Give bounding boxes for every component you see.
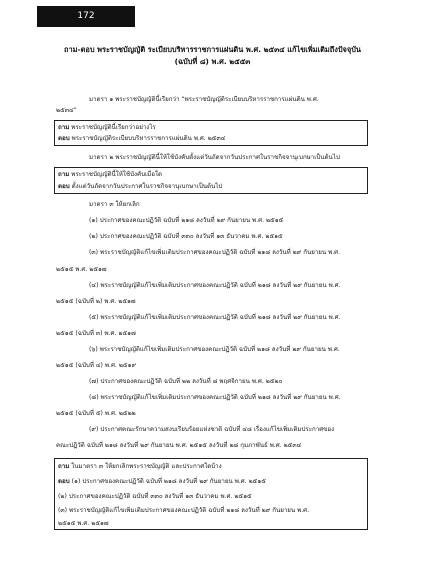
section3-line: (๘) พระราชบัญญัติแก้ไขเพิ่มเติมประกาศของคณะปฏิวัติ ฉบับที่ ๒๑๘ ลงวันที่ ๒๙ กันยายน พ.ศ. [89, 394, 341, 401]
qa-box-2 [54, 167, 368, 194]
answer-label: ตอบ [58, 135, 70, 142]
qa2-question [58, 171, 162, 179]
page-number-badge: 172 [37, 6, 135, 27]
section3-line: (๑) ประกาศของคณะปฏิวัติ ฉบับที่ ๒๑๘ ลงวันที่ ๒๙ กันยายน พ.ศ. ๒๕๑๕ [89, 217, 284, 224]
section3-line: (๖) พระราชบัญญัติแก้ไขเพิ่มเติมประกาศของคณะปฏิวัติ ฉบับที่ ๒๑๘ ลงวันที่ ๒๙ กันยายน พ.ศ. [89, 346, 340, 353]
section3-line: ๒๕๑๕ (ฉบับที่ ๒) พ.ศ. ๒๕๑๗ [56, 298, 136, 305]
qa3-question [58, 463, 222, 471]
section3-line: (๕) พระราชบัญญัติแก้ไขเพิ่มเติมประกาศของคณะปฏิวัติ ฉบับที่ ๒๑๘ ลงวันที่ ๒๙ กันยายน พ.ศ. [89, 314, 341, 321]
section1-text: มาตรา ๑ พระราชบัญญัตินี้เรียกว่า “พระราชบัญญัติระเบียบบริหารราชการแผ่นดิน พ.ศ. [89, 96, 319, 103]
section3-line: (๔) พระราชบัญญัติแก้ไขเพิ่มเติมประกาศของคณะปฏิวัติ ฉบับที่ ๒๑๘ ลงวันที่ ๒๙ กันยายน พ.ศ. [89, 282, 341, 289]
qa3-answer-line: (๓) พระราชบัญญัติแก้ไขเพิ่มเติมประกาศของคณะปฏิวัติ ฉบับที่ ๒๑๘ ลงวันที่ ๒๙ กันยายน พ.ศ. [58, 507, 310, 514]
question-label: ถาม [58, 124, 70, 131]
section3-line: (๓) พระราชบัญญัติแก้ไขเพิ่มเติมประกาศของคณะปฏิวัติ ฉบับที่ ๒๑๘ ลงวันที่ ๒๙ กันยายน พ.ศ. [89, 249, 341, 256]
answer-label: ตอบ [58, 183, 70, 190]
qa3-answer [58, 478, 266, 486]
section3-line: (๒) ประกาศของคณะปฏิวัติ ฉบับที่ ๓๓๐ ลงวันที่ ๑๓ ธันวาคม พ.ศ. ๒๕๑๕ [89, 233, 283, 240]
section3-line: ๒๕๑๕ (ฉบับที่ ๓) พ.ศ. ๒๕๑๗ [56, 330, 136, 337]
question-text: ในมาตรา ๓ ให้ยกเลิกพระราชบัญญัติ และประกาศใดบ้าง [71, 463, 222, 470]
qa3-answer-line: ๒๕๑๕ พ.ศ. ๒๕๑๗ [58, 520, 109, 527]
section3-line: (๙) ประกาศคณะรักษาความสงบเรียบร้อยแห่งชาติ ฉบับที่ ๔๘ เรื่องแก้ไขเพิ่มเติมประกาศของ [89, 426, 335, 433]
qa1-question [58, 124, 156, 132]
section3-line: ๒๕๑๕ (ฉบับที่ ๔) พ.ศ. ๒๕๑๙ [56, 362, 137, 369]
question-label: ถาม [58, 463, 70, 470]
section3-line: (๗) ประกาศของคณะปฏิวัติ ฉบับที่ ๒๒ ลงวันที่ ๘ พฤศจิกายน พ.ศ. ๒๕๒๐ [89, 378, 283, 385]
section3-line: มาตรา ๓ ให้ยกเลิก [89, 201, 140, 208]
answer-text: พระราชบัญญัติระเบียบบริหารราชการแผ่นดิน พ.ศ. ๒๕๓๔ [71, 135, 226, 142]
document-title-line2: (ฉบับที่ ๘) พ.ศ. ๒๕๕๓ [174, 57, 251, 66]
question-text: พระราชบัญญัตินี้เรียกว่าอย่างไร [71, 124, 156, 131]
answer-text: ตั้งแต่วันถัดจากวันประกาศในราชกิจจานุเบกษาเป็นต้นไป [71, 183, 223, 190]
answer-text: (๑) ประกาศของคณะปฏิวัติ ฉบับที่ ๒๑๘ ลงวันที่ ๒๙ กันยายน พ.ศ. ๒๕๑๕ [71, 478, 266, 485]
question-text: พระราชบัญญัตินี้ให้ใช้บังคับเมื่อใด [71, 171, 163, 178]
qa2-answer [58, 183, 222, 191]
qa-box-1 [54, 120, 368, 146]
section1-text-cont: ๒๕๓๔” [56, 107, 77, 114]
qa3-answer-line: (๒) ประกาศของคณะปฏิวัติ ฉบับที่ ๓๓๐ ลงวันที่ ๑๓ ธันวาคม พ.ศ. ๒๕๑๕ [58, 493, 252, 500]
qa1-answer [58, 135, 225, 143]
section3-line: ๒๕๑๕ (ฉบับที่ ๕) พ.ศ. ๒๕๒๒ [56, 410, 136, 417]
qa-box-3 [54, 458, 368, 530]
section2-text: มาตรา ๒ พระราชบัญญัตินี้ให้ใช้บังคับตั้งแต่วันถัดจากวันประกาศในราชกิจจานุเบกษาเป็นต้นไป [89, 154, 340, 161]
document-title-line1: ถาม-ตอบ พระราชบัญญัติ ระเบียบบริหารราชการแผ่นดิน พ.ศ. ๒๕๓๔ แก้ไขเพิ่มเติมถึงปัจจุบัน [64, 45, 361, 54]
section3-line: ๒๕๑๕ พ.ศ. ๒๕๑๗ [56, 266, 107, 273]
answer-label: ตอบ [58, 478, 70, 485]
question-label: ถาม [58, 171, 70, 178]
section3-line: คณะปฏิวัติ ฉบับที่ ๒๑๘ ลงวันที่ ๒๙ กันยายน พ.ศ. ๒๕๑๕ ลงวันที่ ๒๘ กุมภาพันธ์ พ.ศ. ๒๕๓๔ [56, 442, 302, 449]
